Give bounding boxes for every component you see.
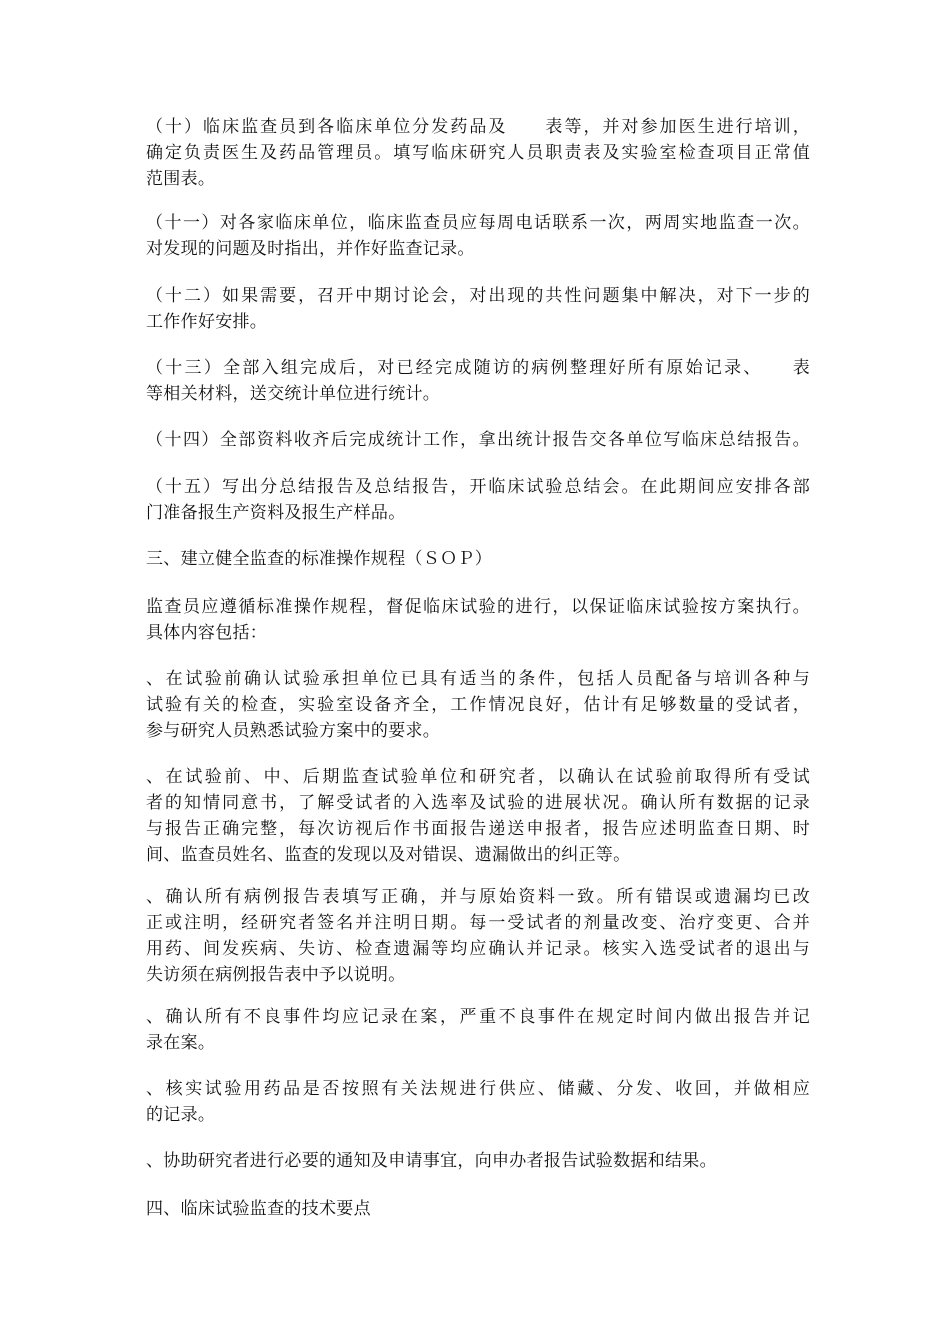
list-item-case-reports <box>146 884 810 988</box>
paragraph-item-15 <box>146 474 810 526</box>
paragraph-item-10 <box>146 114 810 192</box>
text-line: 具体内容包括： <box>146 623 268 643</box>
text-line: 录在案。 <box>146 1033 216 1053</box>
text-line: （十）临床监查员到各临床单位分发药品及 表等，并对参加医生进行培训， <box>146 117 810 137</box>
text-line: 等相关材料，送交统计单位进行统计。 <box>146 384 441 404</box>
text-line: 与报告正确完整，每次访视后作书面报告递送申报者，报告应述明监查日期、时 <box>146 819 810 839</box>
text-line: 确定负责医生及药品管理员。填写临床研究人员职责表及实验室检查项目正常值 <box>146 143 810 163</box>
text-line: 、确认所有不良事件均应记录在案，严重不良事件在规定时间内做出报告并记 <box>146 1007 810 1027</box>
text-line: 范围表。 <box>146 169 216 189</box>
text-line: （十四）全部资料收齐后完成统计工作，拿出统计报告交各单位写临床总结报告。 <box>146 430 810 450</box>
text-line: 对发现的问题及时指出，并作好监查记录。 <box>146 239 475 259</box>
heading-text: 四、临床试验监查的技术要点 <box>146 1199 371 1219</box>
list-item-drug-handling <box>146 1076 810 1128</box>
heading-text: 三、建立健全监查的标准操作规程（ＳＯＰ） <box>146 549 492 569</box>
text-line: 的记录。 <box>146 1105 216 1125</box>
text-line: 门准备报生产资料及报生产样品。 <box>146 503 406 523</box>
text-line: 试验有关的检查，实验室设备齐全，工作情况良好，估计有足够数量的受试者， <box>146 695 810 715</box>
list-item-conditions <box>146 666 810 744</box>
text-line: 者的知情同意书，了解受试者的入选率及试验的进展状况。确认所有数据的记录 <box>146 793 810 813</box>
paragraph-item-11 <box>146 210 810 262</box>
paragraph-intro <box>146 594 810 646</box>
list-item-monitoring <box>146 764 810 868</box>
paragraph-item-13 <box>146 355 810 407</box>
list-item-assist-researchers <box>146 1148 810 1174</box>
text-line: 、确认所有病例报告表填写正确，并与原始资料一致。所有错误或遗漏均已改 <box>146 887 810 907</box>
text-line: 、协助研究者进行必要的通知及申请事宜，向申办者报告试验数据和结果。 <box>146 1151 717 1171</box>
text-line: 、核实试验用药品是否按照有关法规进行供应、储藏、分发、收回，并做相应 <box>146 1079 810 1099</box>
text-line: 参与研究人员熟悉试验方案中的要求。 <box>146 721 441 741</box>
text-line: 、在试验前确认试验承担单位已具有适当的条件，包括人员配备与培训各种与 <box>146 669 810 689</box>
section-heading-technical-points <box>146 1196 810 1222</box>
text-line: 工作作好安排。 <box>146 312 268 332</box>
text-line: 、在试验前、中、后期监查试验单位和研究者，以确认在试验前取得所有受试 <box>146 767 810 787</box>
text-line: 失访须在病例报告表中予以说明。 <box>146 965 406 985</box>
text-line: 间、监查员姓名、监查的发现以及对错误、遗漏做出的纠正等。 <box>146 845 631 865</box>
list-item-adverse-events <box>146 1004 810 1056</box>
paragraph-item-12 <box>146 283 810 335</box>
text-line: （十三）全部入组完成后，对已经完成随访的病例整理好所有原始记录、 表 <box>146 358 810 378</box>
text-line: （十一）对各家临床单位，临床监查员应每周电话联系一次，两周实地监查一次。 <box>146 213 810 233</box>
text-line: （十二）如果需要，召开中期讨论会，对出现的共性问题集中解决，对下一步的 <box>146 286 810 306</box>
text-line: （十五）写出分总结报告及总结报告，开临床试验总结会。在此期间应安排各部 <box>146 477 810 497</box>
section-heading-sop <box>146 546 810 572</box>
text-line: 监查员应遵循标准操作规程，督促临床试验的进行，以保证临床试验按方案执行。 <box>146 597 810 617</box>
paragraph-item-14 <box>146 427 810 453</box>
text-line: 用药、间发疾病、失访、检查遗漏等均应确认并记录。核实入选受试者的退出与 <box>146 939 810 959</box>
text-line: 正或注明，经研究者签名并注明日期。每一受试者的剂量改变、治疗变更、合并 <box>146 913 810 933</box>
